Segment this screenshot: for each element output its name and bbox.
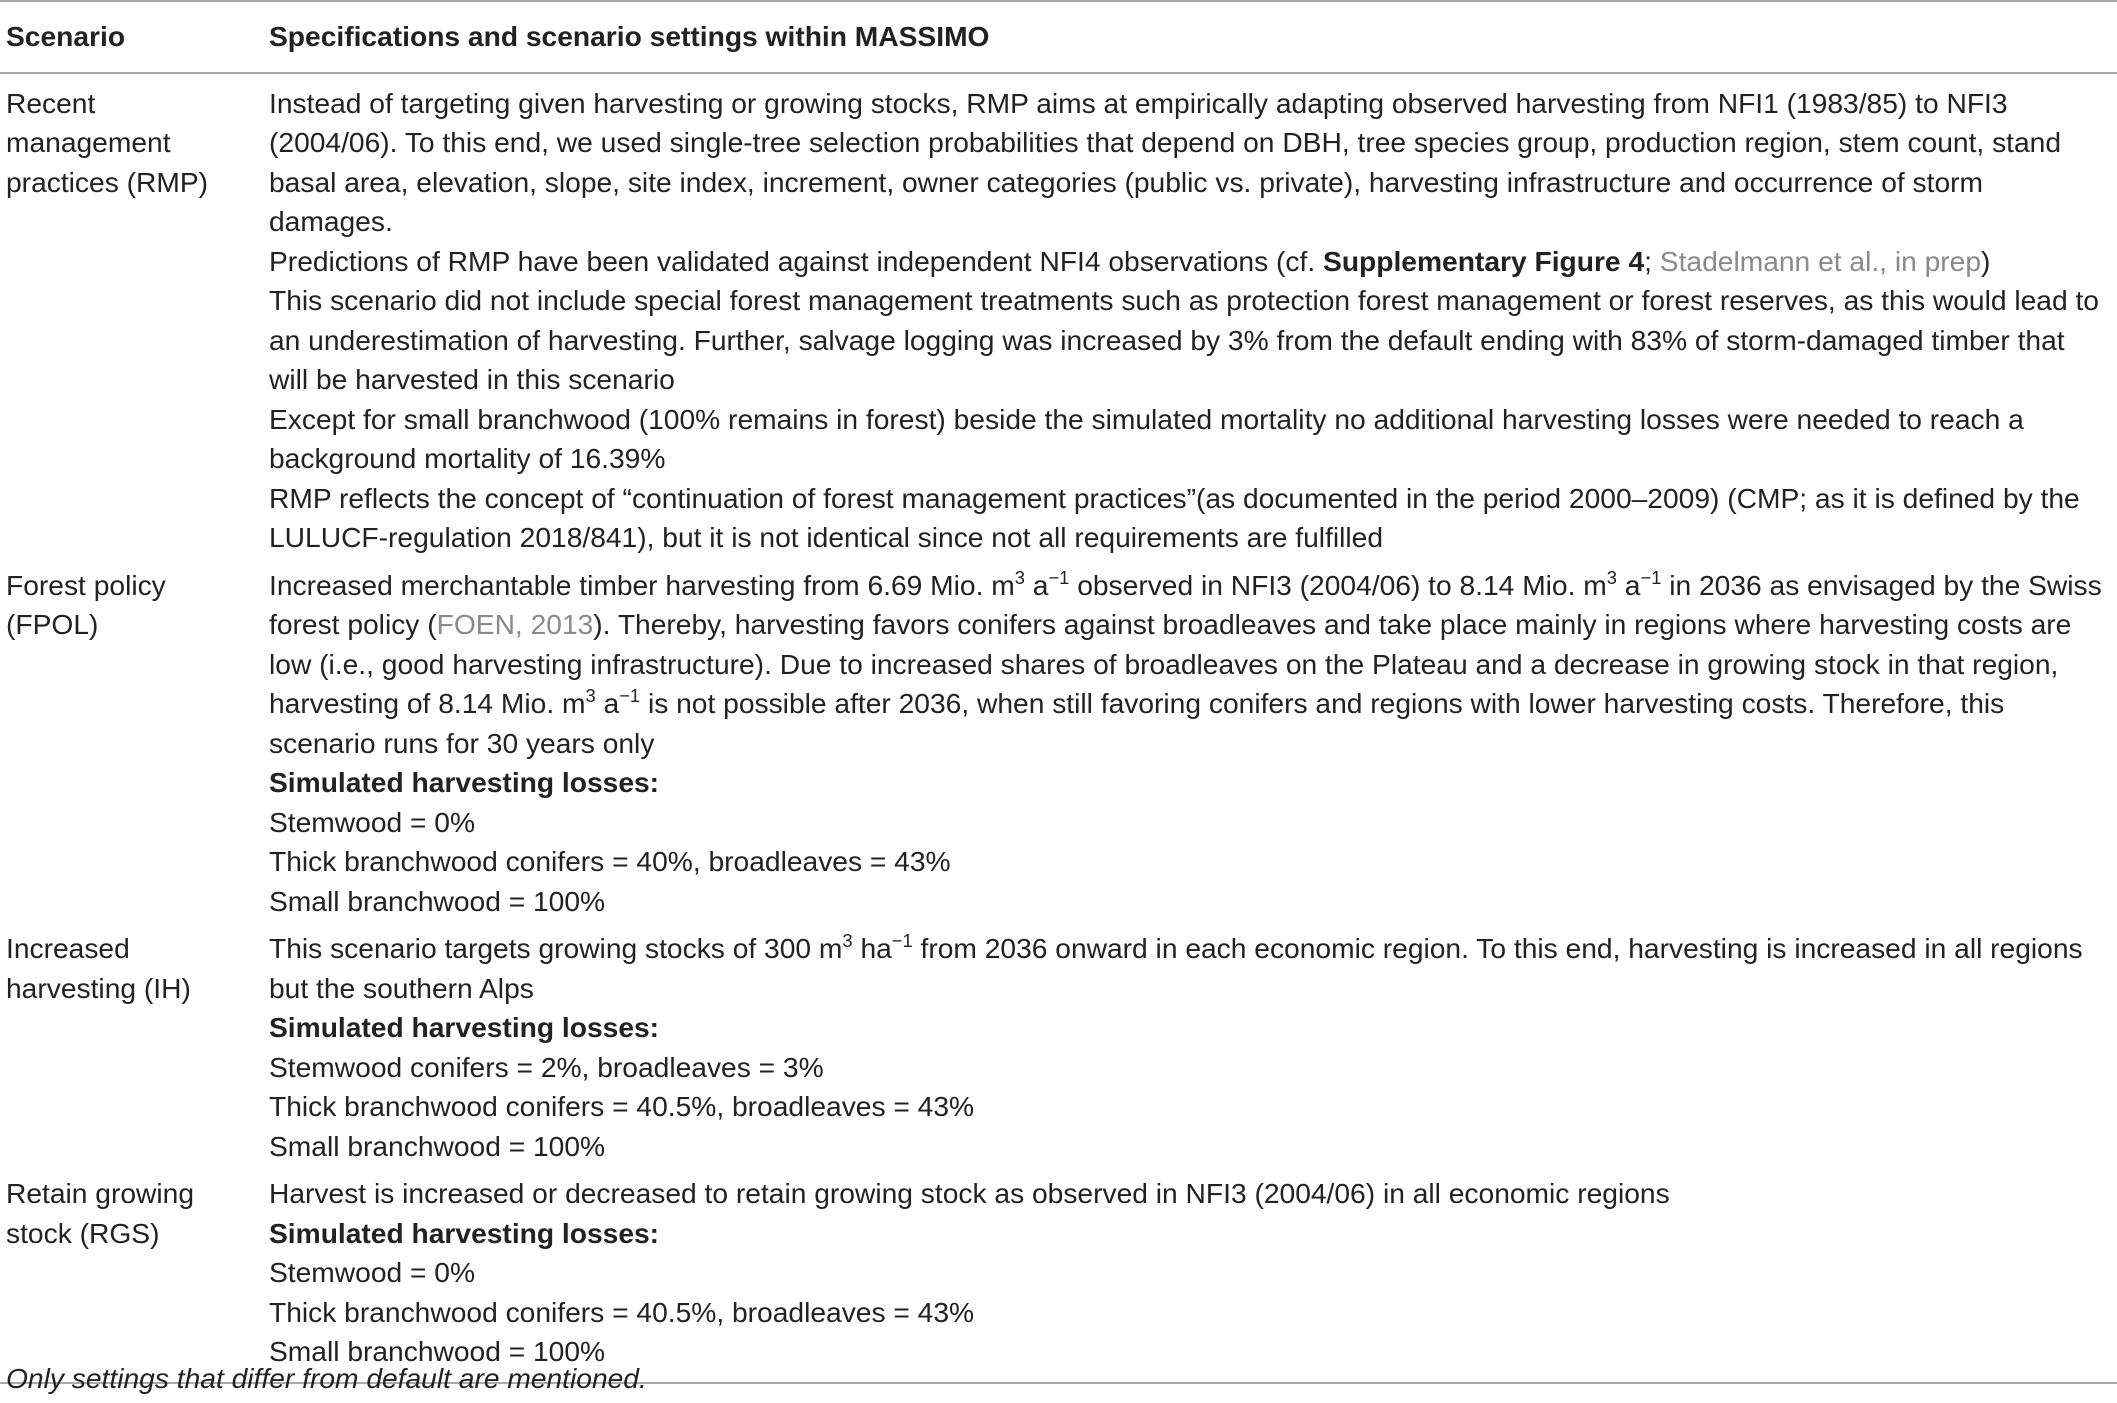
scenario-name: Forest policy (FPOL) [6,568,166,640]
loss-item: Stemwood conifers = 2%, broadleaves = 3% [269,1050,824,1083]
loss-item: Small branchwood = 100% [269,1335,606,1367]
spec-text: ha [852,932,892,964]
spec-text: in 2036 as envisaged by the Swiss forest policy ( [269,568,2102,640]
loss-item: Small branchwood = 100% [269,884,606,917]
superscript: 3 [1014,566,1025,588]
spec-text: a [1616,568,1641,601]
superscript: 3 [842,930,853,952]
spec-text: observed in NFI3 (2004/06) to 8.14 Mio. m [1069,568,1607,601]
scenario-spec [269,1170,2117,1383]
scenario-name: Increased harvesting (IH) [6,932,191,1004]
loss-item: Small branchwood = 100% [269,1129,606,1162]
scenario-spec [269,562,2117,926]
superscript: −1 [619,685,641,707]
scenario-spec [269,925,2117,1170]
scenario-spec [269,73,2117,562]
spec-paragraph [269,929,2111,1008]
table-row-ih [0,925,2117,1170]
spec-text: Increased merchantable timber harvesting from 6.69 Mio. m [269,568,1015,601]
loss-item: Thick branchwood conifers = 40%, broadleaves = 43% [269,845,951,877]
spec-text: Predictions of RMP have been validated against independent NFI4 observations (cf. [269,244,1324,277]
loss-item: Thick branchwood conifers = 40.5%, broadleaves = 43% [269,1090,975,1122]
spec-paragraph: Except for small branchwood (100% remains in forest) beside the simulated mortality no additional harvesting losses were needed to reach a background mortality of 16.39% [269,402,2024,474]
spec-text: ; [1644,244,1660,277]
table-footnote: Only settings that differ from default are mentioned. [6,1362,647,1394]
table-row-rgs [0,1170,2117,1383]
superscript: −1 [1640,566,1662,588]
spec-paragraph: Instead of targeting given harvesting or growing stocks, RMP aims at empirically adapting observed harvesting from NFI1 (1983/85) to NFI3 (2004/06). To this end, we used single-tree selection probabilities that depend on DBH, tree species group, production region, stem count, stand basal area, elevation, slope, site index, increment, owner categories (public vs. private), harvesting infrastructure and occurrence of storm damages. [269,86,2062,237]
spec-text: ) [1981,244,1991,277]
citation-link[interactable]: FOEN, 2013 [436,608,594,640]
scenario-name: Retain growing stock (RGS) [6,1177,195,1249]
superscript: −1 [891,930,913,952]
supplementary-figure-reference: Supplementary Figure 4 [1323,244,1645,277]
scenario-name: Recent management practices (RMP) [6,86,209,198]
spec-text: a [1024,568,1049,601]
header-scenario: Scenario [6,20,126,52]
table-row-rmp [0,73,2117,562]
table-row-fpol [0,562,2117,926]
losses-title: Simulated harvesting losses: [269,1216,660,1249]
spec-paragraph: This scenario did not include special forest management treatments such as protection forest management or forest reserves, as this would lead to an underestimation of harvesting. Further, salvage logging was increased by 3% from the default ending with 83% of storm-damaged timber that will be harvested in this scenario [269,284,2099,395]
spec-text: ). Thereby, harvesting favors conifers against broadleaves and take place mainly in regions where harvesting costs are low (i.e., good harvesting infrastructure). Due to increased shares of broadleaves on the Plateau and a decrease in growing stock in that region, harvesting of 8.14 Mio. m [269,608,2072,719]
spec-text: from 2036 onward in each economic region. To this end, harvesting is increased in all regions but the southern Alps [269,932,2083,1004]
superscript: −1 [1048,566,1070,588]
superscript: 3 [585,685,596,707]
citation-link[interactable]: Stadelmann et al., in prep [1659,244,1982,277]
spec-paragraph [269,242,2111,282]
loss-item: Stemwood = 0% [269,1256,476,1288]
header-specifications: Specifications and scenario settings within MASSIMO [269,20,990,52]
spec-text: is not possible after 2036, when still favoring conifers and regions with lower harvesting costs. Therefore, this scenario runs for 30 years only [269,687,2005,759]
spec-paragraph: RMP reflects the concept of “continuation of forest management practices”(as documented in the period 2000–2009) (CMP; as it is defined by the LULUCF-regulation 2018/841), but it is not identical since not all requirements are fulfilled [269,481,2080,553]
superscript: 3 [1606,566,1617,588]
losses-title: Simulated harvesting losses: [269,766,660,798]
table-header-row [0,1,2117,73]
loss-item: Stemwood = 0% [269,805,476,838]
spec-text: a [595,687,620,719]
losses-title: Simulated harvesting losses: [269,1011,660,1043]
spec-paragraph: Harvest is increased or decreased to retain growing stock as observed in NFI3 (2004/06) in all economic regions [269,1177,1670,1209]
spec-text: This scenario targets growing stocks of 300 m [269,932,843,964]
spec-paragraph [269,566,2111,764]
loss-item: Thick branchwood conifers = 40.5%, broadleaves = 43% [269,1295,975,1328]
